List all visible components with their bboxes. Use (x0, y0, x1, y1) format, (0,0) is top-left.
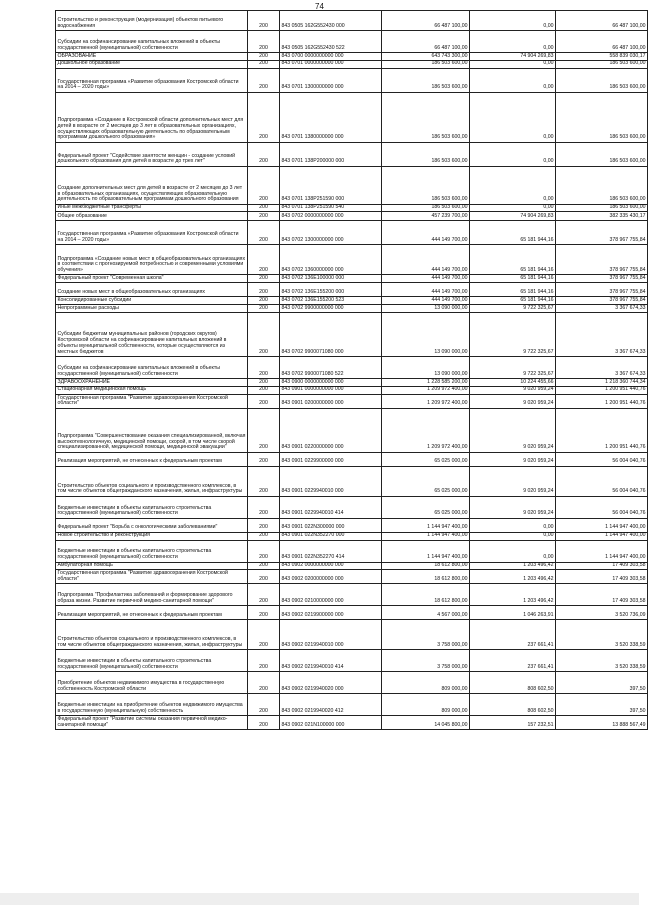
row-name-cell: Бюджетные инвестиции в объекты капитального строительства государственной (муниципальной) собственности (56, 650, 248, 672)
row-amount-remaining-cell: 186 503 600,00 (556, 204, 648, 212)
table-row (56, 716, 648, 730)
table-row (56, 562, 648, 570)
row-name-cell: Субсидии бюджетам муниципальных районов (городских округов) Костромской области на софинансирование капитальных вложений в объекты муниципальной собственности, которые осуществляются из местных бюджетов (56, 313, 248, 357)
table-row (56, 60, 648, 68)
row-grbs-cell: 200 (248, 540, 280, 562)
table-row (56, 11, 648, 31)
row-grbs-cell: 200 (248, 672, 280, 694)
row-amount-executed-cell: 9 722 325,67 (470, 305, 556, 313)
row-amount-executed-cell: 237 661,41 (470, 650, 556, 672)
row-amount-remaining-cell: 1 218 360 744,34 (556, 379, 648, 387)
row-amount-planned-cell: 186 503 600,00 (382, 68, 470, 92)
row-amount-planned-cell: 643 743 300,00 (382, 53, 470, 61)
row-amount-planned-cell: 1 209 972 400,00 (382, 408, 470, 452)
row-code-cell: 843 0701 138P251590 540 (280, 204, 382, 212)
row-grbs-cell: 200 (248, 142, 280, 166)
row-grbs-cell: 200 (248, 452, 280, 466)
row-code-cell: 843 0902 0219940010 000 (280, 620, 382, 650)
table-row (56, 672, 648, 694)
table-row (56, 166, 648, 204)
row-amount-planned-cell: 65 025 000,00 (382, 466, 470, 496)
page-number: 74 (315, 2, 324, 11)
row-grbs-cell: 200 (248, 53, 280, 61)
row-amount-executed-cell: 0,00 (470, 518, 556, 532)
row-code-cell: 843 0902 0210000000 000 (280, 584, 382, 606)
row-amount-remaining-cell: 56 004 040,76 (556, 452, 648, 466)
row-grbs-cell: 200 (248, 245, 280, 275)
row-name-cell: Иные межбюджетные трансферты (56, 204, 248, 212)
table-row (56, 275, 648, 283)
table-row (56, 620, 648, 650)
row-grbs-cell: 200 (248, 466, 280, 496)
row-grbs-cell: 200 (248, 297, 280, 305)
row-name-cell: Амбулаторная помощь (56, 562, 248, 570)
row-code-cell: 843 0902 0219940010 414 (280, 650, 382, 672)
row-amount-remaining-cell: 1 144 947 400,00 (556, 518, 648, 532)
row-grbs-cell: 200 (248, 221, 280, 245)
row-amount-executed-cell: 0,00 (470, 11, 556, 31)
row-code-cell: 843 0700 0000000000 000 (280, 53, 382, 61)
table-row (56, 221, 648, 245)
row-name-cell: Реализация мероприятий, не отнесенных к федеральным проектам (56, 606, 248, 620)
table-row (56, 540, 648, 562)
row-grbs-cell: 200 (248, 562, 280, 570)
row-name-cell: Консолидированные субсидии (56, 297, 248, 305)
row-code-cell: 843 0902 021N100000 000 (280, 716, 382, 730)
row-amount-executed-cell: 74 904 269,83 (470, 53, 556, 61)
table-row (56, 394, 648, 408)
row-amount-planned-cell: 1 209 972 400,00 (382, 394, 470, 408)
row-name-cell: ЗДРАВООХРАНЕНИЕ (56, 379, 248, 387)
row-grbs-cell: 200 (248, 570, 280, 584)
row-grbs-cell: 200 (248, 386, 280, 394)
row-grbs-cell: 200 (248, 31, 280, 53)
row-amount-remaining-cell: 378 967 755,84 (556, 297, 648, 305)
row-name-cell: Федеральный проект "Содействие занятости женщин - создание условий дошкольного образования для детей в возрасте до трех лет" (56, 142, 248, 166)
row-code-cell: 843 0901 0200000000 000 (280, 394, 382, 408)
row-grbs-cell: 200 (248, 60, 280, 68)
row-grbs-cell: 200 (248, 716, 280, 730)
table-row (56, 386, 648, 394)
row-amount-planned-cell: 18 612 800,00 (382, 562, 470, 570)
row-amount-remaining-cell: 378 967 755,84 (556, 245, 648, 275)
table-row (56, 142, 648, 166)
row-amount-remaining-cell: 397,50 (556, 694, 648, 716)
row-name-cell: Строительство объектов социального и производственного комплексов, в том числе объектов общегражданского назначения, жилья, инфраструктуры (56, 466, 248, 496)
row-name-cell: Бюджетные инвестиции на приобретение объектов недвижимого имущества в государственную (муниципальную) собственность (56, 694, 248, 716)
row-name-cell: Непрограммные расходы (56, 305, 248, 313)
row-code-cell: 843 0505 162G552430 522 (280, 31, 382, 53)
row-amount-executed-cell: 157 232,51 (470, 716, 556, 730)
table-row (56, 518, 648, 532)
row-code-cell: 843 0902 0200000000 000 (280, 570, 382, 584)
row-name-cell: Подпрограмма «Создание в Костромской области дополнительных мест для детей в возрасте от 2 месяцев до 3 лет в образовательных организациях, осуществляющих образовательную деятельность по образовательным программам дошкольного образования» (56, 92, 248, 142)
row-code-cell: 843 0702 136E100000 000 (280, 275, 382, 283)
row-name-cell: Создание дополнительных мест для детей в возрасте от 2 месяцев до 3 лет в образовательных организациях, осуществляющих образовательную деятельность по образовательным программам дошкольного образования (56, 166, 248, 204)
row-grbs-cell: 200 (248, 357, 280, 379)
row-amount-planned-cell: 65 025 000,00 (382, 496, 470, 518)
row-name-cell: Приобретение объектов недвижимого имущества в государственную собственность Костромской области (56, 672, 248, 694)
row-amount-remaining-cell: 1 144 947 400,00 (556, 540, 648, 562)
row-amount-remaining-cell: 66 487 100,00 (556, 31, 648, 53)
table-row (56, 570, 648, 584)
row-amount-remaining-cell: 3 367 674,33 (556, 305, 648, 313)
table-row (56, 452, 648, 466)
row-amount-executed-cell: 1 203 496,42 (470, 562, 556, 570)
row-amount-executed-cell: 10 224 455,66 (470, 379, 556, 387)
row-name-cell: Федеральный проект "Современная школа" (56, 275, 248, 283)
row-grbs-cell: 200 (248, 68, 280, 92)
table-row (56, 313, 648, 357)
row-amount-planned-cell: 186 503 600,00 (382, 60, 470, 68)
row-amount-executed-cell: 0,00 (470, 142, 556, 166)
row-amount-remaining-cell: 3 520 338,59 (556, 620, 648, 650)
row-amount-executed-cell: 1 046 263,91 (470, 606, 556, 620)
row-amount-executed-cell: 1 203 496,42 (470, 570, 556, 584)
row-code-cell: 843 0702 136E155200 000 (280, 283, 382, 297)
row-amount-remaining-cell: 1 200 951 440,76 (556, 386, 648, 394)
row-amount-remaining-cell: 378 967 755,84 (556, 283, 648, 297)
row-amount-executed-cell: 9 020 959,24 (470, 452, 556, 466)
row-grbs-cell: 200 (248, 606, 280, 620)
row-amount-executed-cell: 9 020 959,24 (470, 496, 556, 518)
table-row (56, 212, 648, 221)
row-amount-executed-cell: 9 722 325,67 (470, 313, 556, 357)
row-name-cell: Бюджетные инвестиции в объекты капитального строительства государственной (муниципальной) собственности (56, 540, 248, 562)
table-row (56, 31, 648, 53)
row-grbs-cell: 200 (248, 408, 280, 452)
row-code-cell: 843 0701 1380000000 000 (280, 92, 382, 142)
row-code-cell: 843 0701 1300000000 000 (280, 68, 382, 92)
row-amount-executed-cell: 808 602,50 (470, 694, 556, 716)
row-amount-planned-cell: 1 144 947 400,00 (382, 540, 470, 562)
row-amount-planned-cell: 444 149 700,00 (382, 245, 470, 275)
table-row (56, 606, 648, 620)
table-row (56, 68, 648, 92)
row-amount-planned-cell: 809 000,00 (382, 672, 470, 694)
row-name-cell: Подпрограмма «Создание новых мест в общеобразовательных организациях в соответствии с прогнозируемой потребностью и современными условиями обучения» (56, 245, 248, 275)
row-amount-executed-cell: 74 904 269,83 (470, 212, 556, 221)
table-row (56, 650, 648, 672)
row-grbs-cell: 200 (248, 394, 280, 408)
row-code-cell: 843 0900 0000000000 000 (280, 379, 382, 387)
row-amount-executed-cell: 1 203 496,42 (470, 584, 556, 606)
row-name-cell: Строительство объектов социального и производственного комплексов, в том числе объектов общегражданского назначения, жилья, инфраструктуры (56, 620, 248, 650)
row-name-cell: Подпрограмма "Совершенствование оказания специализированной, включая высокотехнологичную, медицинской помощи, скорой, в том числе скорой специализированной, медицинской помощи, медицинской эвакуации" (56, 408, 248, 452)
row-amount-executed-cell: 808 602,50 (470, 672, 556, 694)
table-row (56, 584, 648, 606)
row-grbs-cell: 200 (248, 620, 280, 650)
row-code-cell: 843 0702 9900000000 000 (280, 305, 382, 313)
row-code-cell: 843 0901 0220000000 000 (280, 408, 382, 452)
row-amount-planned-cell: 18 612 800,00 (382, 584, 470, 606)
row-grbs-cell: 200 (248, 305, 280, 313)
row-code-cell: 843 0702 1300000000 000 (280, 221, 382, 245)
row-amount-executed-cell: 65 181 944,16 (470, 221, 556, 245)
row-amount-executed-cell: 65 181 944,16 (470, 245, 556, 275)
row-code-cell: 843 0901 022N300000 000 (280, 518, 382, 532)
row-amount-remaining-cell: 3 367 674,33 (556, 357, 648, 379)
row-amount-executed-cell: 0,00 (470, 68, 556, 92)
row-grbs-cell: 200 (248, 212, 280, 221)
row-grbs-cell: 200 (248, 379, 280, 387)
table-row (56, 283, 648, 297)
table-row (56, 466, 648, 496)
row-amount-executed-cell: 0,00 (470, 166, 556, 204)
row-amount-remaining-cell: 378 967 755,84 (556, 275, 648, 283)
row-amount-planned-cell: 1 144 947 400,00 (382, 518, 470, 532)
table-row (56, 53, 648, 61)
row-amount-executed-cell: 0,00 (470, 92, 556, 142)
row-name-cell: Подпрограмма "Профилактика заболеваний и формирование здорового образа жизни. Развитие первичной медико-санитарной помощи" (56, 584, 248, 606)
table-row (56, 694, 648, 716)
row-code-cell: 843 0901 0229900000 000 (280, 452, 382, 466)
row-amount-planned-cell: 65 025 000,00 (382, 452, 470, 466)
row-amount-planned-cell: 4 567 000,00 (382, 606, 470, 620)
row-name-cell: Государственная программа "Развитие здравоохранения Костромской области" (56, 394, 248, 408)
row-amount-executed-cell: 65 181 944,16 (470, 283, 556, 297)
row-grbs-cell: 200 (248, 532, 280, 540)
row-amount-executed-cell: 9 020 959,24 (470, 394, 556, 408)
row-name-cell: Бюджетные инвестиции в объекты капитального строительства государственной (муниципальной) собственности (56, 496, 248, 518)
row-grbs-cell: 200 (248, 313, 280, 357)
table-body (56, 11, 648, 730)
row-amount-planned-cell: 809 000,00 (382, 694, 470, 716)
row-amount-planned-cell: 186 503 600,00 (382, 166, 470, 204)
row-code-cell: 843 0901 0229940010 000 (280, 466, 382, 496)
row-name-cell: ОБРАЗОВАНИЕ (56, 53, 248, 61)
row-amount-executed-cell: 65 181 944,16 (470, 297, 556, 305)
table-row (56, 357, 648, 379)
row-amount-planned-cell: 14 045 800,00 (382, 716, 470, 730)
row-name-cell: Федеральный проект "Развитие системы оказания первичной медико-санитарной помощи" (56, 716, 248, 730)
table-row (56, 245, 648, 275)
row-amount-planned-cell: 3 758 000,00 (382, 650, 470, 672)
row-name-cell: Новое строительство и реконструкция (56, 532, 248, 540)
row-code-cell: 843 0901 022N352270 414 (280, 540, 382, 562)
row-amount-remaining-cell: 186 503 600,00 (556, 92, 648, 142)
budget-execution-table (55, 10, 648, 730)
table-row (56, 204, 648, 212)
row-amount-executed-cell: 0,00 (470, 540, 556, 562)
row-amount-remaining-cell: 1 200 951 440,76 (556, 408, 648, 452)
row-amount-executed-cell: 65 181 944,16 (470, 275, 556, 283)
row-amount-planned-cell: 66 487 100,00 (382, 11, 470, 31)
table-row (56, 379, 648, 387)
row-grbs-cell: 200 (248, 694, 280, 716)
row-code-cell: 843 0702 1360000000 000 (280, 245, 382, 275)
row-amount-remaining-cell: 382 335 430,17 (556, 212, 648, 221)
row-amount-executed-cell: 9 020 959,24 (470, 466, 556, 496)
row-amount-executed-cell: 0,00 (470, 204, 556, 212)
row-amount-remaining-cell: 186 503 600,00 (556, 68, 648, 92)
row-amount-planned-cell: 1 228 585 200,00 (382, 379, 470, 387)
row-name-cell: Реализация мероприятий, не отнесенных к федеральным проектам (56, 452, 248, 466)
row-code-cell: 843 0901 0000000000 000 (280, 386, 382, 394)
row-code-cell: 843 0702 136E155200 523 (280, 297, 382, 305)
row-amount-remaining-cell: 186 503 600,00 (556, 166, 648, 204)
row-code-cell: 843 0702 0000000000 000 (280, 212, 382, 221)
row-amount-remaining-cell: 3 367 674,33 (556, 313, 648, 357)
row-amount-planned-cell: 1 144 947 400,00 (382, 532, 470, 540)
row-amount-executed-cell: 9 722 325,67 (470, 357, 556, 379)
row-amount-planned-cell: 3 758 000,00 (382, 620, 470, 650)
row-amount-planned-cell: 444 149 700,00 (382, 275, 470, 283)
row-amount-planned-cell: 444 149 700,00 (382, 221, 470, 245)
row-amount-remaining-cell: 56 004 040,76 (556, 496, 648, 518)
row-name-cell: Общее образование (56, 212, 248, 221)
row-name-cell: Строительство и реконструкция (модернизация) объектов питьевого водоснабжения (56, 11, 248, 31)
row-amount-executed-cell: 9 020 959,24 (470, 386, 556, 394)
row-amount-remaining-cell: 3 520 338,59 (556, 650, 648, 672)
row-code-cell: 843 0902 0000000000 000 (280, 562, 382, 570)
row-name-cell: Государственная программа «Развитие образования Костромской области на 2014 – 2020 годы» (56, 221, 248, 245)
row-amount-executed-cell: 0,00 (470, 532, 556, 540)
row-name-cell: Дошкольное образование (56, 60, 248, 68)
row-amount-planned-cell: 186 503 600,00 (382, 204, 470, 212)
row-code-cell: 843 0701 138P251590 000 (280, 166, 382, 204)
row-amount-remaining-cell: 13 888 567,49 (556, 716, 648, 730)
row-grbs-cell: 200 (248, 650, 280, 672)
row-amount-remaining-cell: 17 409 303,58 (556, 570, 648, 584)
row-amount-planned-cell: 13 090 000,00 (382, 357, 470, 379)
row-amount-planned-cell: 13 090 000,00 (382, 305, 470, 313)
row-amount-planned-cell: 66 487 100,00 (382, 31, 470, 53)
table-row (56, 532, 648, 540)
row-code-cell: 843 0701 138P200000 000 (280, 142, 382, 166)
row-amount-remaining-cell: 3 520 736,09 (556, 606, 648, 620)
row-name-cell: Создание новых мест в общеобразовательных организациях (56, 283, 248, 297)
row-code-cell: 843 0702 9900071080 000 (280, 313, 382, 357)
row-amount-executed-cell: 9 020 959,24 (470, 408, 556, 452)
row-amount-planned-cell: 186 503 600,00 (382, 92, 470, 142)
row-code-cell: 843 0901 022N352270 000 (280, 532, 382, 540)
row-amount-planned-cell: 457 239 700,00 (382, 212, 470, 221)
row-grbs-cell: 200 (248, 275, 280, 283)
row-amount-planned-cell: 18 612 800,00 (382, 570, 470, 584)
row-grbs-cell: 200 (248, 584, 280, 606)
table-row (56, 92, 648, 142)
row-amount-remaining-cell: 397,50 (556, 672, 648, 694)
row-code-cell: 843 0902 0219900000 000 (280, 606, 382, 620)
row-amount-remaining-cell: 1 200 951 440,76 (556, 394, 648, 408)
row-code-cell: 843 0901 0229940010 414 (280, 496, 382, 518)
row-code-cell: 843 0902 0219940020 000 (280, 672, 382, 694)
table-row (56, 408, 648, 452)
row-grbs-cell: 200 (248, 283, 280, 297)
row-amount-planned-cell: 444 149 700,00 (382, 283, 470, 297)
row-amount-remaining-cell: 558 839 030,17 (556, 53, 648, 61)
row-amount-remaining-cell: 186 503 600,00 (556, 60, 648, 68)
row-amount-executed-cell: 0,00 (470, 31, 556, 53)
row-grbs-cell: 200 (248, 204, 280, 212)
row-amount-remaining-cell: 186 503 600,00 (556, 142, 648, 166)
row-name-cell: Субсидии на софинансирование капитальных вложений в объекты государственной (муниципальной) собственности (56, 31, 248, 53)
row-code-cell: 843 0702 9900071080 522 (280, 357, 382, 379)
row-grbs-cell: 200 (248, 166, 280, 204)
row-amount-remaining-cell: 56 004 040,76 (556, 466, 648, 496)
row-grbs-cell: 200 (248, 92, 280, 142)
table-row (56, 496, 648, 518)
row-name-cell: Федеральный проект "Борьба с онкологическими заболеваниями" (56, 518, 248, 532)
row-amount-planned-cell: 1 209 972 400,00 (382, 386, 470, 394)
row-grbs-cell: 200 (248, 11, 280, 31)
row-name-cell: Государственная программа "Развитие здравоохранения Костромской области" (56, 570, 248, 584)
row-name-cell: Стационарная медицинская помощь (56, 386, 248, 394)
row-amount-remaining-cell: 378 967 755,84 (556, 221, 648, 245)
row-amount-executed-cell: 237 661,41 (470, 620, 556, 650)
table-row (56, 305, 648, 313)
row-amount-remaining-cell: 66 487 100,00 (556, 11, 648, 31)
row-amount-planned-cell: 13 090 000,00 (382, 313, 470, 357)
row-name-cell: Субсидии на софинансирование капитальных вложений в объекты государственной (муниципальной) собственности (56, 357, 248, 379)
row-amount-remaining-cell: 1 144 947 400,00 (556, 532, 648, 540)
table-row (56, 297, 648, 305)
row-amount-remaining-cell: 17 409 303,58 (556, 562, 648, 570)
row-amount-planned-cell: 444 149 700,00 (382, 297, 470, 305)
row-amount-planned-cell: 186 503 600,00 (382, 142, 470, 166)
row-code-cell: 843 0902 0219940020 412 (280, 694, 382, 716)
row-code-cell: 843 0701 0000000000 000 (280, 60, 382, 68)
row-code-cell: 843 0505 162G552430 000 (280, 11, 382, 31)
row-name-cell: Государственная программа «Развитие образования Костромской области на 2014 – 2020 годы» (56, 68, 248, 92)
row-grbs-cell: 200 (248, 518, 280, 532)
page-bottom-band (0, 893, 639, 905)
row-amount-executed-cell: 0,00 (470, 60, 556, 68)
row-grbs-cell: 200 (248, 496, 280, 518)
row-amount-remaining-cell: 17 409 303,58 (556, 584, 648, 606)
